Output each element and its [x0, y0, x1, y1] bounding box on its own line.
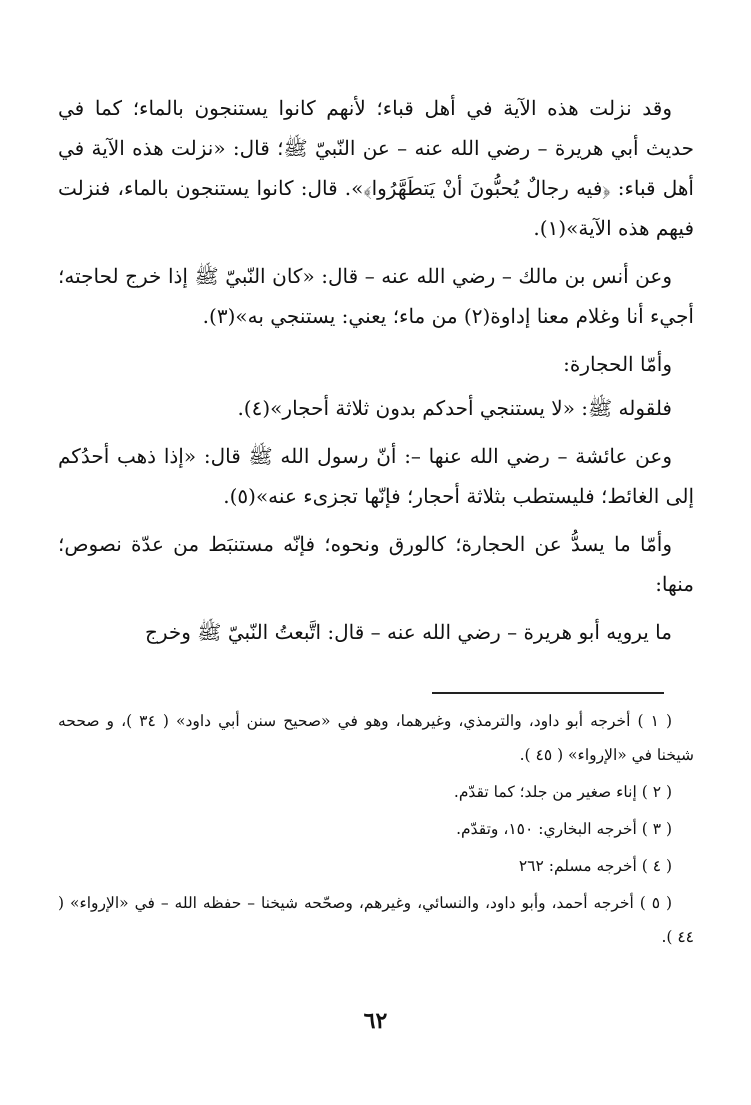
footnote-4: ( ٤ ) أخرجه مسلم: ٢٦٢ [518, 857, 672, 875]
footnote-2: ( ٢ ) إناء صغير من جلد؛ كما تقدّم. [453, 783, 672, 801]
paragraph-substitutes: وأمّا ما يسدُّ عن الحجارة؛ كالورق ونحوه؛ فإنّه مستنبَط من عدّة نصوص؛ منها: [58, 532, 694, 596]
paragraph-abu-hurayra: ما يرويه أبو هريرة – رضي الله عنه – قال: اتَّبعتُ النّبيّ ﷺ وخرج [144, 620, 672, 644]
footnote-1: ( ١ ) أخرجه أبو داود، والترمذي، وغيرهما، وهو في «صحيح سنن أبي داود» ( ٣٤ )، و صححه شيخنا في «الإرواء» ( ٤٥ ). [58, 712, 694, 764]
heading-stones: وأمّا الحجارة: [563, 352, 672, 376]
page-number: ٦٢ [363, 1008, 388, 1034]
footnote-3: ( ٣ ) أخرجه البخاري: ١٥٠، وتقدّم. [456, 820, 672, 838]
paragraph-qubaa-verse: وقد نزلت هذه الآية في أهل قباء؛ لأنهم كانوا يستنجون بالماء؛ كما في حديث أبي هريرة – رضي الله عنه – عن النّبيّ ﷺ؛ قال: «نزلت هذه الآية في أهل قباء: ﴿فيه رجالٌ يُحبُّونَ أنْ يَتطَهَّرُوا﴾». قال: كانوا يستنجون بالماء، فنزلت فيهم هذه الآية»(١). [58, 96, 694, 240]
footnote-5: ( ٥ ) أخرجه أحمد، وأبو داود، والنسائي، وغيرهم، وصحّحه شيخنا – حفظه الله – في «الإرواء» ( ٤٤ ). [58, 894, 694, 946]
paragraph-anas-hadith: وعن أنس بن مالك – رضي الله عنه – قال: «كان النّبيّ ﷺ إذا خرج لحاجته؛ أجيء أنا وغلام معنا إداوة(٢) من ماء؛ يعني: يستنجي به»(٣). [58, 264, 694, 328]
paragraph-aisha-hadith: وعن عائشة – رضي الله عنها –: أنّ رسول الله ﷺ قال: «إذا ذهب أحدُكم إلى الغائط؛ فليستطب بثلاثة أحجار؛ فإنّها تجزىء عنه»(٥). [58, 444, 694, 508]
paragraph-three-stones: فلقوله ﷺ: «لا يستنجي أحدكم بدون ثلاثة أحجار»(٤). [237, 396, 672, 420]
footnotes [58, 704, 694, 957]
main-text [58, 88, 694, 660]
footnote-divider [432, 692, 664, 694]
